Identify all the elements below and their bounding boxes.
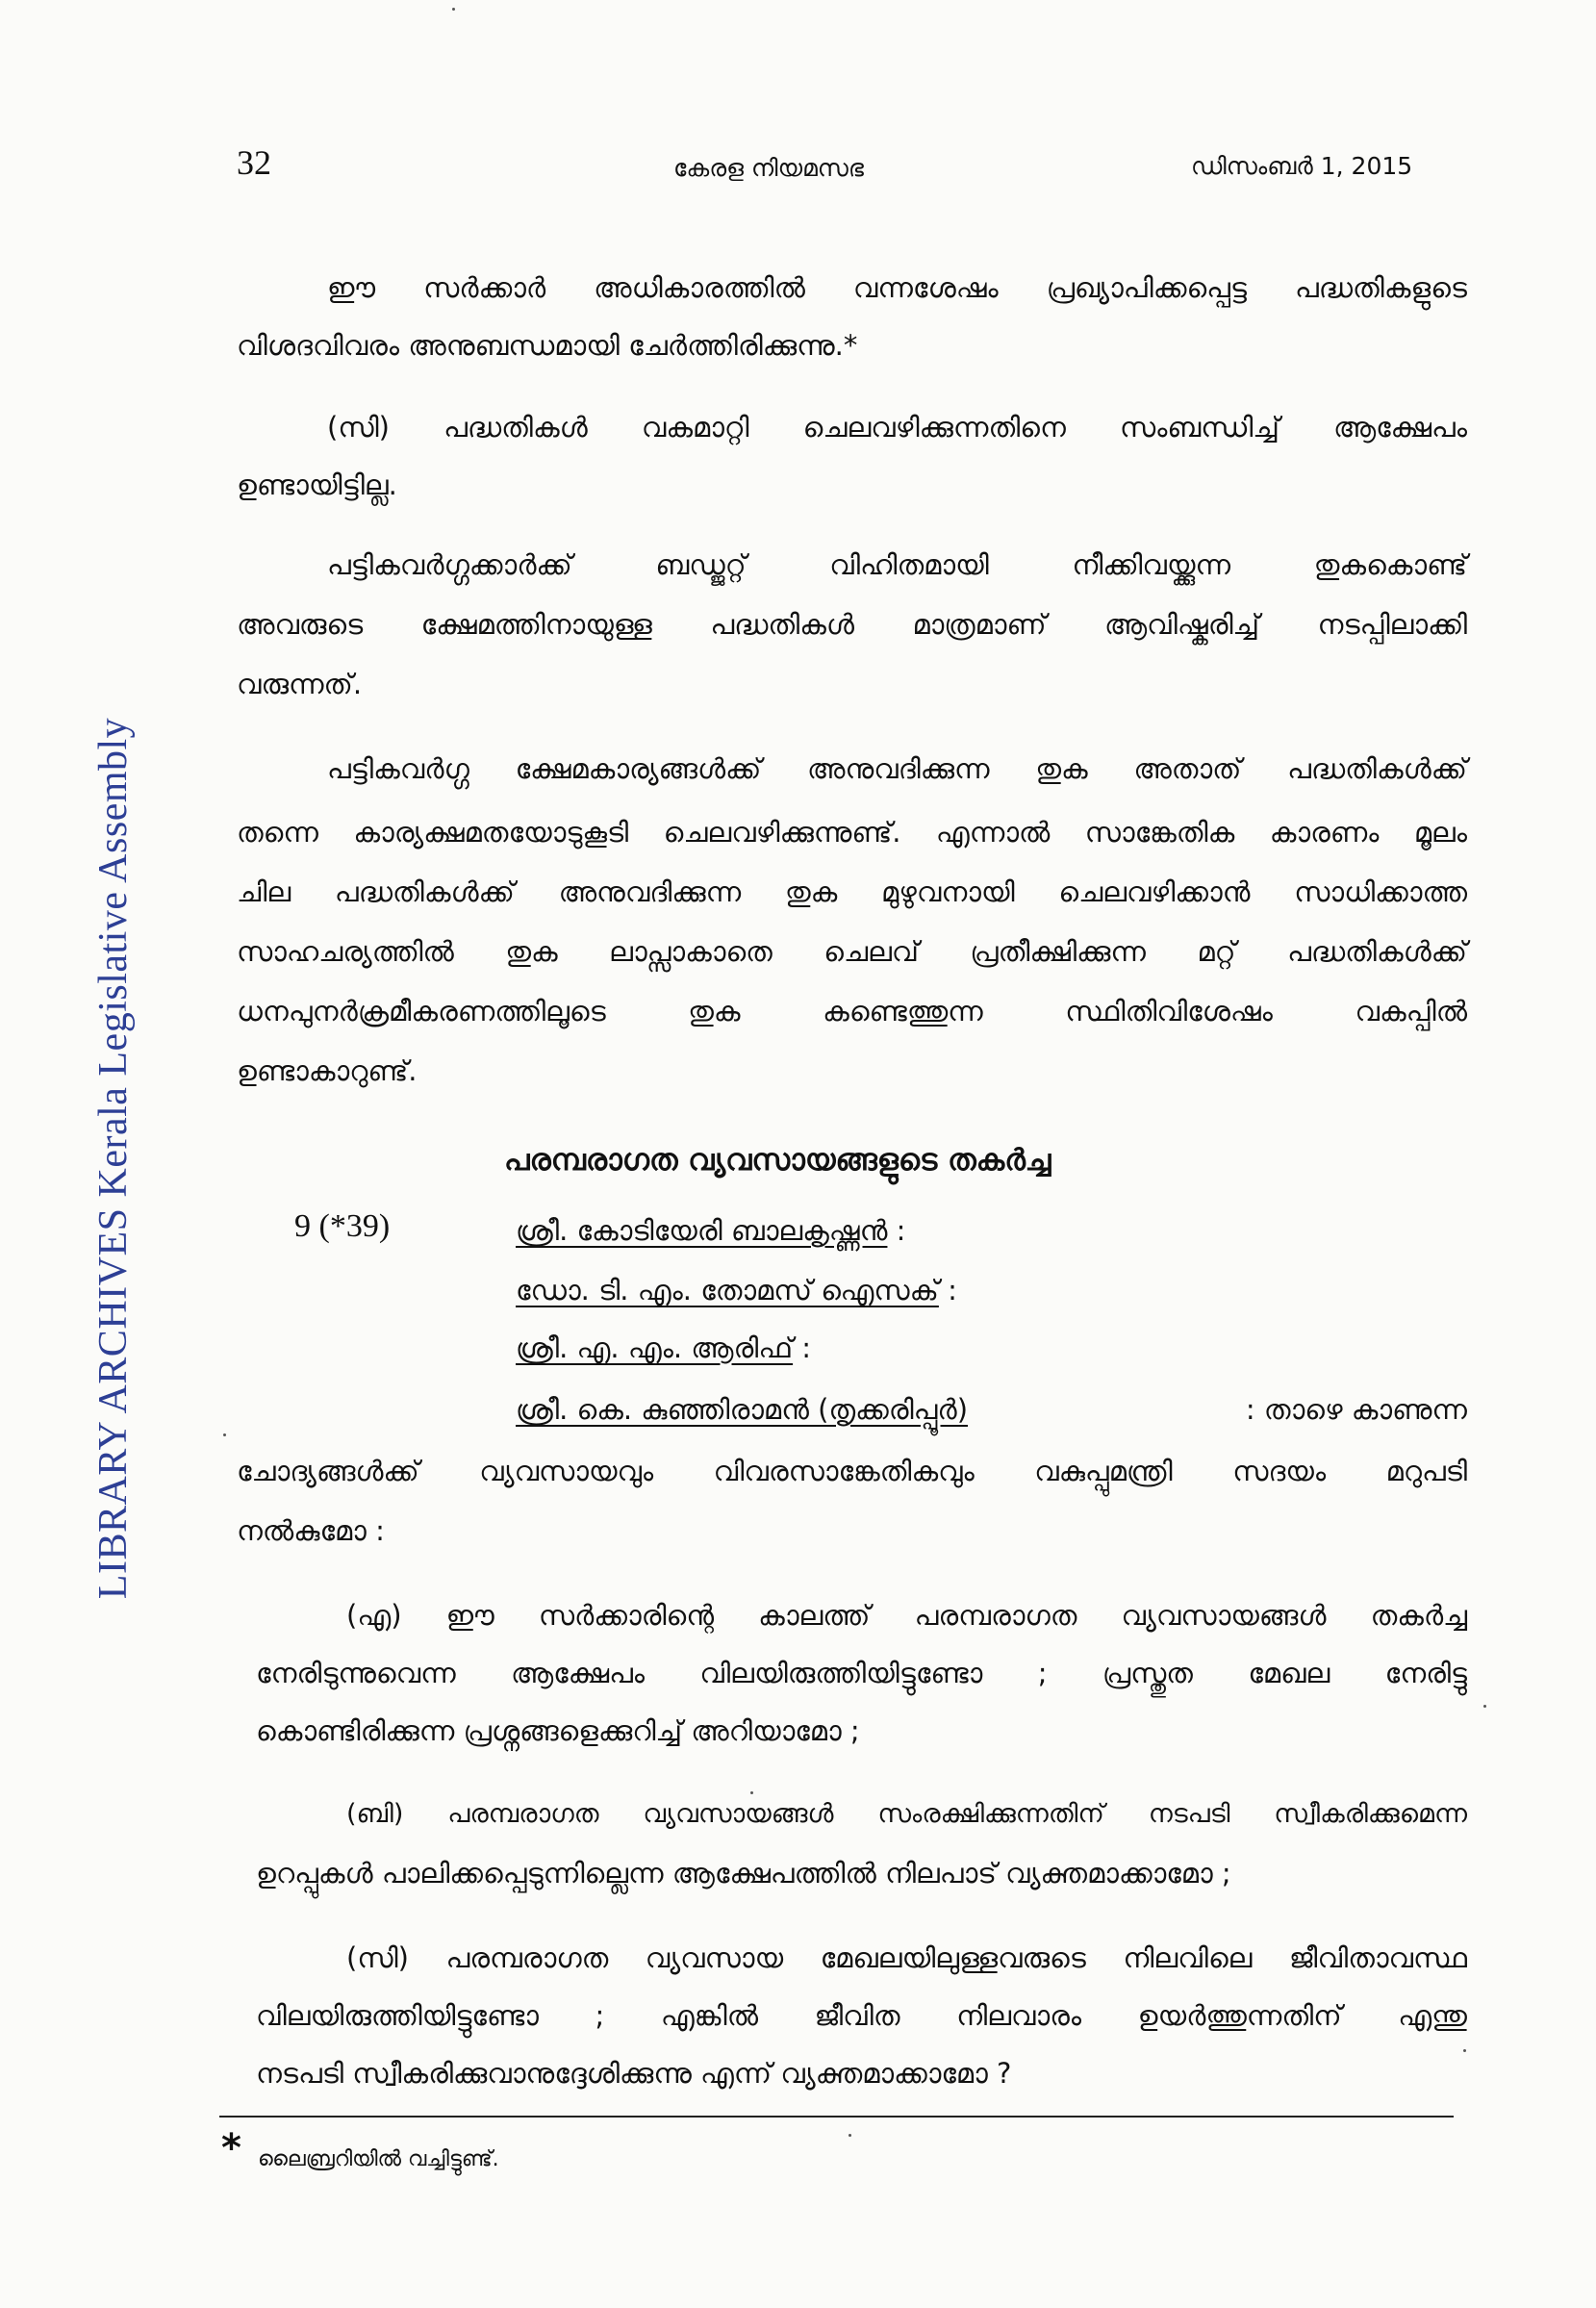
paragraph-line: ഈ സർക്കാർ അധികാരത്തിൽ വന്നശേഷം പ്രഖ്യാപിക്കപ്പെട്ട പദ്ധതികളുടെ — [327, 271, 1467, 304]
sub-question-c: (സി) പരമ്പരാഗത വ്യവസായ മേഖലയിലുള്ളവരുടെ നിലവിലെ ജീവിതാവസ്ഥ — [346, 1941, 1467, 1974]
member-name: ഡോ. ടി. എം. തോമസ് ഐസക് : — [516, 1274, 957, 1306]
paragraph-line: ചില പദ്ധതികൾക്ക് അനുവദിക്കുന്ന തുക മുഴുവനായി ചെലവഴിക്കാൻ സാധിക്കാത്ത — [237, 875, 1467, 908]
paragraph-line: ഉണ്ടാകാറുണ്ട്. — [237, 1054, 418, 1087]
page-number: 32 — [237, 143, 271, 182]
footnote-marker: * — [221, 2126, 241, 2170]
paragraph-line: ധനപുനർക്രമീകരണത്തിലൂടെ തുക കണ്ടെത്തുന്ന സ്ഥിതിവിശേഷം വകപ്പിൽ — [237, 995, 1467, 1027]
sub-question-c: വിലയിരുത്തിയിട്ടുണ്ടോ ; എങ്കിൽ ജീവിത നിലവാരം ഉയർത്തുന്നതിന് എന്തു — [256, 1999, 1467, 2032]
sub-question-a: കൊണ്ടിരിക്കുന്ന പ്രശ്നങ്ങളെക്കുറിച്ച് അറിയാമോ ; — [256, 1714, 860, 1747]
page-header-title: കേരള നിയമസഭ — [673, 154, 864, 182]
scan-speck — [452, 8, 455, 11]
scan-speck — [750, 1791, 753, 1794]
paragraph-line: തന്നെ കാര്യക്ഷമതയോടുകൂടി ചെലവഴിക്കുന്നുണ്ട്. എന്നാൽ സാങ്കേതിക കാരണം മൂലം — [237, 816, 1467, 849]
footnote-divider — [219, 2116, 1454, 2118]
paragraph-line: പട്ടികവർഗ്ഗക്കാർക്ക് ബഡ്ജറ്റ് വിഹിതമായി നീക്കിവയ്ക്കുന്ന തുകകൊണ്ട് — [327, 548, 1467, 581]
sub-question-b: ഉറപ്പുകൾ പാലിക്കപ്പെടുന്നില്ലെന്ന ആക്ഷേപത്തിൽ നിലപാട് വ്യക്തമാക്കാമോ ; — [256, 1857, 1231, 1890]
paragraph-line: പട്ടികവർഗ്ഗ ക്ഷേമകാര്യങ്ങൾക്ക് അനുവദിക്കുന്ന തുക അതാത് പദ്ധതികൾക്ക് — [327, 752, 1467, 785]
sub-question-b: (ബി) പരമ്പരാഗത വ്യവസായങ്ങൾ സംരക്ഷിക്കുന്നതിന് നടപടി സ്വീകരിക്കുമെന്ന — [346, 1799, 1467, 1829]
sub-question-c: നടപടി സ്വീകരിക്കുവാനുദ്ദേശിക്കുന്നു എന്ന് വ്യക്തമാക്കാമോ ? — [256, 2057, 1012, 2090]
paragraph-line: വിശദവിവരം അനുബന്ധമായി ചേർത്തിരിക്കുന്നു.* — [237, 329, 858, 362]
paragraph-line: വരുന്നത്. — [237, 668, 363, 700]
section-heading: പരമ്പരാഗത വ്യവസായങ്ങളുടെ തകർച്ച — [504, 1143, 1051, 1178]
scan-speck — [1463, 2049, 1466, 2052]
sub-question-a: നേരിടുന്നുവെന്ന ആക്ഷേപം വിലയിരുത്തിയിട്ടുണ്ടോ ; പ്രസ്തുത മേഖല നേരിട്ടു — [256, 1657, 1467, 1689]
paragraph-line: (സി) പദ്ധതികൾ വകമാറ്റി ചെലവഴിക്കുന്നതിനെ സംബന്ധിച്ച് ആക്ഷേപം — [327, 411, 1467, 444]
paragraph-line: അവരുടെ ക്ഷേമത്തിനായുള്ള പദ്ധതികൾ മാത്രമാണ് ആവിഷ്കരിച്ച് നടപ്പിലാക്കി — [237, 608, 1467, 641]
scan-speck — [223, 1433, 226, 1436]
member-name: ശ്രീ. കോടിയേരി ബാലകൃഷ്ണൻ : — [516, 1214, 906, 1247]
archive-watermark: LIBRARY ARCHIVES Kerala Legislative Assembly — [91, 717, 136, 1600]
scan-speck — [1483, 1705, 1486, 1708]
sub-question-a: (എ) ഈ സർക്കാരിന്റെ കാലത്ത് പരമ്പരാഗത വ്യവസായങ്ങൾ തകർച്ച — [346, 1599, 1467, 1632]
paragraph-line: സാഹചര്യത്തിൽ തുക ലാപ്സാകാതെ ചെലവ് പ്രതീക്ഷിക്കുന്ന മറ്റ് പദ്ധതികൾക്ക് — [237, 935, 1467, 968]
page-header-date: ഡിസംബർ 1, 2015 — [1191, 152, 1413, 180]
scan-speck — [849, 2134, 851, 2137]
member-name: ശ്രീ. കെ. കുഞ്ഞിരാമൻ (തൃക്കരിപ്പൂർ) : താഴെ കാണുന്ന — [516, 1393, 1467, 1426]
question-number: 9 (*39) — [294, 1208, 391, 1244]
question-intro: ചോദ്യങ്ങൾക്ക് വ്യവസായവും വിവരസാങ്കേതികവും വകുപ്പുമന്ത്രി സദയം മറുപടി — [237, 1455, 1467, 1487]
footnote-text: ലൈബ്രറിയിൽ വച്ചിട്ടുണ്ട്. — [258, 2147, 499, 2171]
question-intro: നൽകുമോ : — [237, 1514, 385, 1547]
member-name: ശ്രീ. എ. എം. ആരിഫ് : — [516, 1332, 812, 1364]
paragraph-line: ഉണ്ടായിട്ടില്ല. — [237, 469, 397, 501]
